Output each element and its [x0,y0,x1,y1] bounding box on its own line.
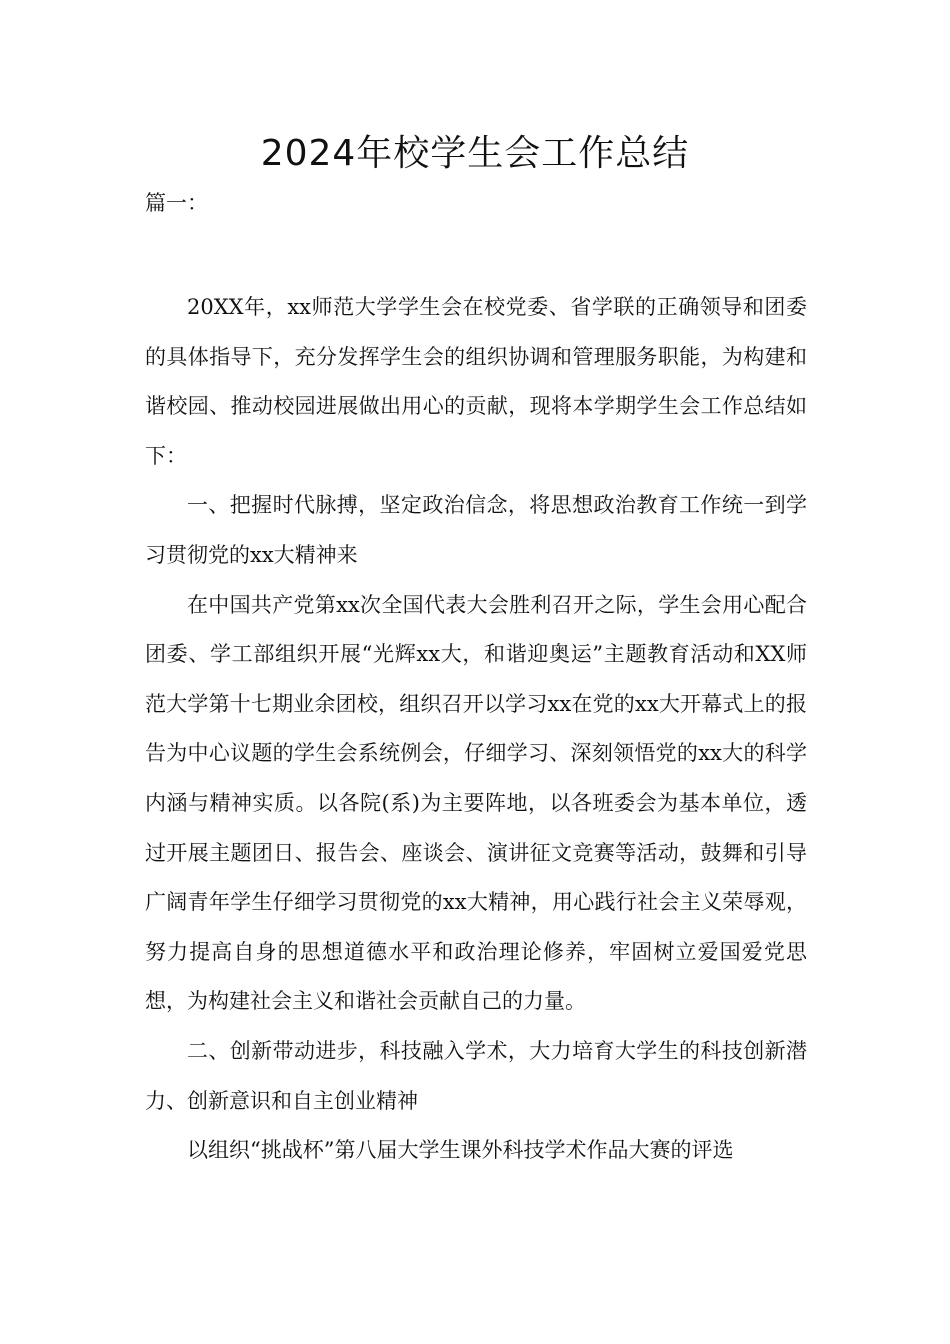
heading-section-one: 一、把握时代脉搏，坚定政治信念，将思想政治教育工作统一到学习贯彻党的xx大精神来 [145,493,807,567]
paragraph-section-two: 以组织“挑战杯”第八届大学生课外科技学术作品大赛的评选 [187,1138,734,1163]
paragraph-intro: 20XX年，xx师范大学学生会在校党委、省学联的正确领导和团委的具体指导下，充分发挥学生会的组织协调和管理服务职能，为构建和谐校园、推动校园进展做出用心的贡献，现将本学期学生会工作总结如下： [145,295,807,468]
document-body [145,283,807,1176]
heading-section-two: 二、创新带动进步，科技融入学术，大力培育大学生的科技创新潜力、创新意识和自主创业精神 [145,1038,807,1113]
document-title: 2024年校学生会工作总结 [260,133,690,174]
paragraph-section-one: 在中国共产党第xx次全国代表大会胜利召开之际，学生会用心配合团委、学工部组织开展“光辉xx大，和谐迎奥运”主题教育活动和XX师范大学第十七期业余团校，组织召开以学习xx在党的xx大开幕式上的报告为中心议题的学生会系统例会，仔细学习、深刻领悟党的xx大的科学内涵与精神实质。以各院(系)为主要阵地，以各班委会为基本单位，透过开展主题团日、报告会、座谈会、演讲征文竞赛等活动，鼓舞和引导广阔青年学生仔细学习贯彻党的xx大精神，用心践行社会主义荣辱观，努力提高自身的思想道德水平和政治理论修养，牢固树立爱国爱党思想，为构建社会主义和谐社会贡献自己的力量。 [145,592,807,1014]
section-label: 篇一： [145,191,208,215]
